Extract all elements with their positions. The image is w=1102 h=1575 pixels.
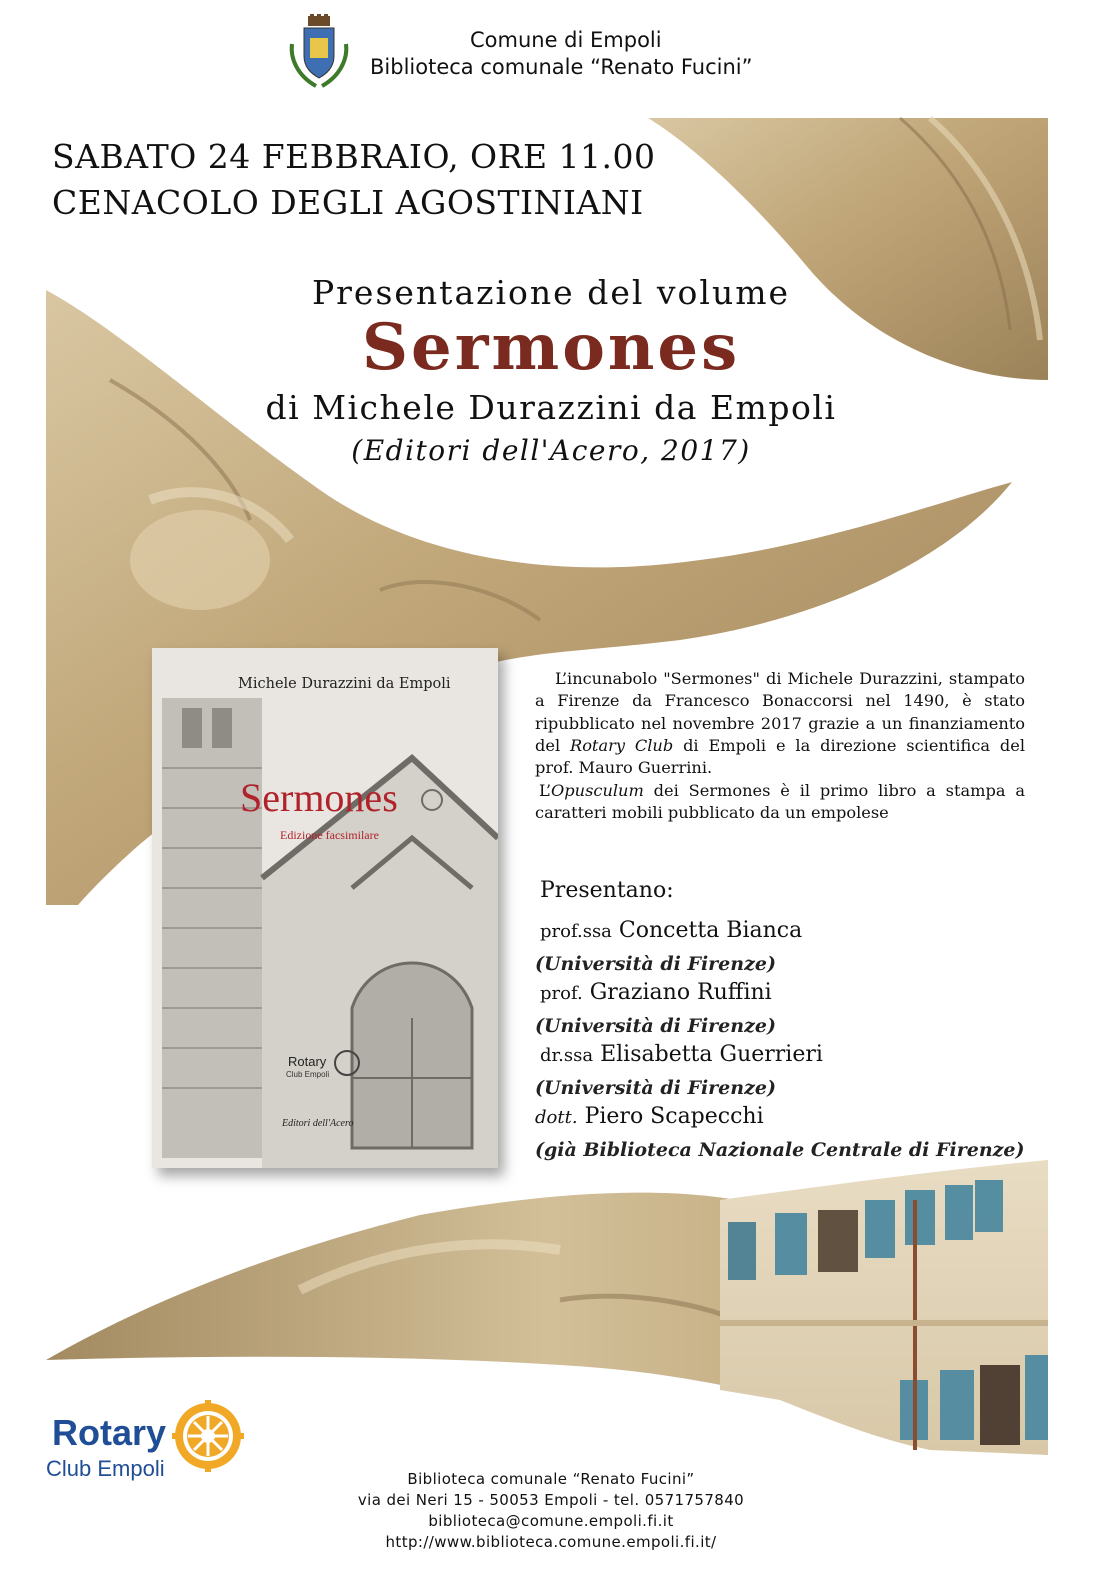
presenter-affiliation: (Università di Firenze)	[535, 1015, 776, 1037]
rotary-wheel-icon	[172, 1400, 244, 1472]
book-cover-image	[152, 648, 498, 1168]
book-title: Sermones	[361, 310, 741, 385]
cover-subtitle: Edizione facsimilare	[280, 828, 379, 842]
event-venue: CENACOLO DEGLI AGOSTINIANI	[52, 183, 644, 222]
presenter-name: prof.ssa Concetta Bianca	[540, 918, 803, 943]
footer-website[interactable]: http://www.biblioteca.comune.empoli.fi.it/	[385, 1533, 717, 1551]
cover-author: Michele Durazzini da Empoli	[238, 676, 451, 692]
presenter-name: dr.ssa Elisabetta Guerrieri	[540, 1042, 823, 1067]
presentation-intro: Presentazione del volume	[311, 273, 791, 312]
rotary-club-name: Club Empoli	[46, 1456, 165, 1481]
rotary-name: Rotary	[52, 1412, 167, 1453]
presenter-affiliation: (già Biblioteca Nazionale Centrale di Firenze)	[535, 1139, 1025, 1161]
presenter-name: dott. Piero Scapecchi	[535, 1104, 764, 1129]
presenter-affiliation: (Università di Firenze)	[535, 1077, 776, 1099]
cover-publisher: Editori dell'Acero	[282, 1118, 354, 1129]
presenter-name: prof. Graziano Ruffini	[540, 980, 772, 1005]
header-municipality: Comune di Empoli	[470, 28, 662, 52]
footer-library: Biblioteca comunale “Renato Fucini”	[407, 1470, 695, 1488]
footer-address: via dei Neri 15 - 50053 Empoli - tel. 0571757840	[357, 1491, 745, 1509]
presenter-affiliation: (Università di Firenze)	[535, 953, 776, 975]
book-author: di Michele Durazzini da Empoli	[265, 388, 837, 427]
footer-email[interactable]: biblioteca@comune.empoli.fi.it	[428, 1512, 674, 1530]
cover-rotary-sub: Club Empoli	[286, 1070, 330, 1079]
municipal-crest-icon	[286, 14, 352, 90]
cover-rotary-wheel-icon	[334, 1050, 360, 1076]
event-date: SABATO 24 FEBBRAIO, ORE 11.00	[52, 137, 656, 176]
cover-rotary: Rotary	[288, 1054, 327, 1069]
presenters-heading: Presentano:	[540, 878, 674, 903]
description-paragraph-1: L’incunabolo "Sermones" di Michele Durazzini, stampato a Firenze da Francesco Bonaccorsi nel 1490, è stato ripubblicato nel novembre 2017 grazie a un finanziamento del Rotary Club di Empoli e la direzione scientifica del prof. Mauro Guerrini.	[535, 669, 1026, 778]
header-library: Biblioteca comunale “Renato Fucini”	[370, 55, 753, 79]
book-publisher: (Editori dell'Acero, 2017)	[351, 434, 751, 467]
cover-title: Sermones	[240, 775, 398, 820]
description-paragraph-2: L’Opusculum dei Sermones è il primo libro a stampa a caratteri mobili pubblicato da un empolese	[535, 781, 1025, 823]
